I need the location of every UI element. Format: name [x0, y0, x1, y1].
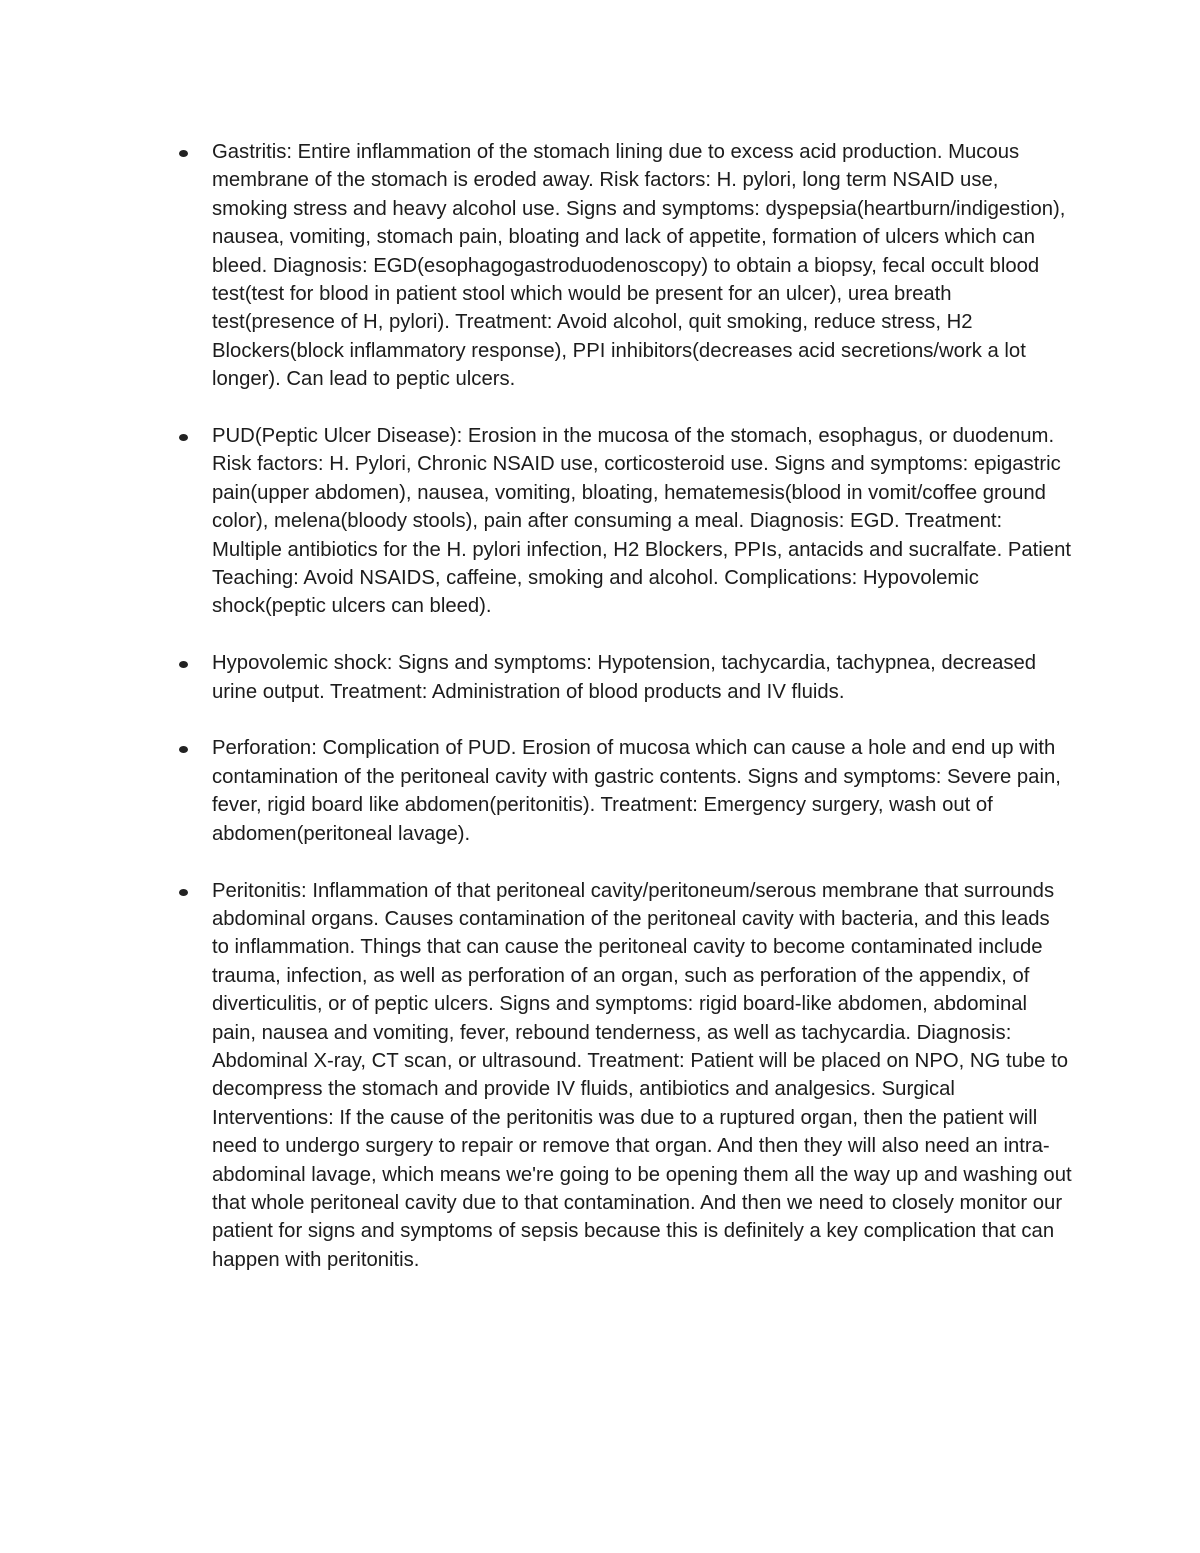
- list-item-pud: [172, 422, 1072, 621]
- bullet-icon: [179, 889, 188, 896]
- list-item-gastritis: [172, 138, 1072, 394]
- bullet-icon: [179, 746, 188, 753]
- list-item-peritonitis: [172, 877, 1072, 1275]
- bullet-icon: [179, 150, 188, 157]
- list-item-hypovolemic-shock: [172, 649, 1072, 706]
- list-item-text: Gastritis: Entire inflammation of the stomach lining due to excess acid production. Mucous membrane of the stomach is eroded away. Risk factors: H. pylori, long term NSAID use, smoking stress and heavy alcohol use. Signs and symptoms: dyspepsia(heartburn/indigestion), nausea, vomiting, stomach pain, bloating and lack of appetite, formation of ulcers which can bleed. Diagnosis: EGD(esophagogastroduodenoscopy) to obtain a biopsy, fecal occult blood test(test for blood in patient stool which would be present for an ulcer), urea breath test(presence of H, pylori). Treatment: Avoid alcohol, quit smoking, reduce stress, H2 Blockers(block inflammatory response), PPI inhibitors(decreases acid secretions/work a lot longer). Can lead to peptic ulcers.: [212, 141, 1066, 391]
- list-item-perforation: [172, 734, 1072, 848]
- list-item-text: PUD(Peptic Ulcer Disease): Erosion in the mucosa of the stomach, esophagus, or duodenum. Risk factors: H. Pylori, Chronic NSAID use, corticosteroid use. Signs and symptoms: epigastric pain(upper abdomen), nausea, vomiting, bloating, hematemesis(blood in vomit/coffee ground color), melena(bloody stools), pain after consuming a meal. Diagnosis: EGD. Treatment: Multiple antibiotics for the H. pylori infection, H2 Blockers, PPIs, antacids and sucralfate. Patient Teaching: Avoid NSAIDS, caffeine, smoking and alcohol. Complications: Hypovolemic shock(peptic ulcers can bleed).: [212, 425, 1071, 618]
- list-item-text: Hypovolemic shock: Signs and symptoms: Hypotension, tachycardia, tachypnea, decreased urine output. Treatment: Administration of blood products and IV fluids.: [212, 652, 1037, 703]
- list-item-text: Peritonitis: Inflammation of that peritoneal cavity/peritoneum/serous membrane that surrounds abdominal organs. Causes contamination of the peritoneal cavity with bacteria, and this leads to inflammation. Things that can cause the peritoneal cavity to become contaminated include trauma, infection, as well as perforation of an organ, such as perforation of the appendix, of diverticulitis, or of peptic ulcers. Signs and symptoms: rigid board-like abdomen, abdominal pain, nausea and vomiting, fever, rebound tenderness, as well as tachycardia. Diagnosis: Abdominal X-ray, CT scan, or ultrasound. Treatment: Patient will be placed on NPO, NG tube to decompress the stomach and provide IV fluids, antibiotics and analgesics. Surgical Interventions: If the cause of the peritonitis was due to a ruptured organ, then the patient will need to undergo surgery to repair or remove that organ. And then they will also need an intra-abdominal lavage, which means we're going to be opening them all the way up and washing out that whole peritoneal cavity due to that contamination. And then we need to closely monitor our patient for signs and symptoms of sepsis because this is definitely a key complication that can happen with peritonitis.: [212, 879, 1072, 1271]
- bullet-icon: [179, 661, 188, 668]
- list-item-text: Perforation: Complication of PUD. Erosion of mucosa which can cause a hole and end up with contamination of the peritoneal cavity with gastric contents. Signs and symptoms: Severe pain, fever, rigid board like abdomen(peritonitis). Treatment: Emergency surgery, wash out of abdomen(peritoneal lavage).: [212, 737, 1061, 845]
- bullet-icon: [179, 434, 188, 441]
- bullet-list: [172, 138, 1072, 1274]
